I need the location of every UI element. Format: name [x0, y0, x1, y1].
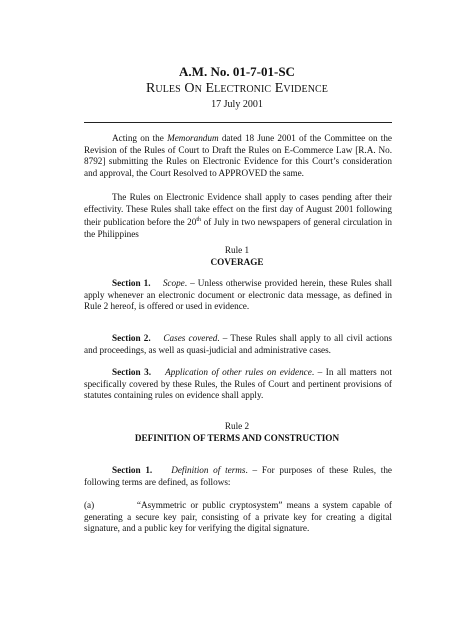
rule2-heading: DEFINITION OF TERMS AND CONSTRUCTION [134, 433, 340, 443]
intro-p1-body: dated 18 June 2001 of the Committee on the Revision of the Rules of Court to Draft the Rules on E-Commerce Law [R.A. No. 8792] submitting the Rules on Electronic Evidence for this Court’s consideration and approval, the Court Resolved to APPROVED the same. [84, 133, 392, 178]
rule1-section-3 [84, 367, 392, 402]
intro-paragraph-2 [84, 192, 392, 240]
rule1-s3-text: . – In all matters not specifically covered by these Rules, the Rules of Court and pertinent provisions of statutes containing rules on evidence shall apply. [84, 367, 392, 401]
document-title [0, 81, 474, 97]
rule1-heading: COVERAGE [210, 257, 264, 267]
rule1-s1-title: Scope [162, 278, 185, 288]
rule1-s2-label: Section 2. [112, 333, 151, 343]
rule1-section-2 [84, 333, 392, 356]
intro-p2-lead: The Rules on Electronic Evidence shall apply to cases pending after their effectivity. These Rules shall take effect on the first day of August 2001 following their publication before the 20 [84, 192, 392, 228]
document-date: 17 July 2001 [211, 99, 263, 110]
rule1-s2-text: . – These Rules shall apply to all civil actions and proceedings, as well as quasi-judicial and administrative cases. [84, 333, 393, 355]
rule1-label: Rule 1 [224, 245, 250, 255]
rule2-s1-label: Section 1. [112, 465, 153, 475]
intro-paragraph-1 [84, 133, 392, 179]
rule2-s1-text: . – For purposes of these Rules, the following terms are defined, as follows: [84, 465, 392, 487]
rule2-label: Rule 2 [224, 421, 250, 431]
intro-p1-memorandum: Memorandum [167, 133, 219, 143]
case-number: A.M. No. 01-7-01-SC [179, 64, 295, 79]
intro-p1-lead: Acting on the [112, 133, 168, 143]
rule1-s1-label: Section 1. [112, 278, 151, 288]
rule2-s1-title: Definition of terms [171, 465, 246, 475]
intro-p2-superscript: th [196, 217, 201, 224]
intro-p2-body: of July in two newspapers of general circulation in the Philippines [84, 217, 393, 239]
rule2-section-1 [84, 465, 392, 488]
rule1-section-1 [84, 278, 392, 313]
rule1-s1-text: . – Unless otherwise provided herein, these Rules shall apply whenever an electronic document or electronic data message, as defined in Rule 2 hereof, is offered or used in evidence. [84, 278, 393, 312]
rule1-s3-title: Application of other rules on evidence [165, 367, 312, 377]
rule2-item-a [84, 500, 392, 535]
rule1-s3-label: Section 3. [112, 367, 151, 377]
rule1-s2-title: Cases covered [163, 333, 218, 343]
document-title-text: Rules On Electronic Evidence [145, 81, 329, 96]
rule2-item-a-text: “Asymmetric or public cryptosystem” means a system capable of generating a secure key pair, consisting of a private key for creating a digital signature, and a public key for verifying the digital signature. [84, 500, 392, 534]
header-divider [84, 122, 392, 123]
rule2-item-a-label: (a) [84, 500, 95, 510]
